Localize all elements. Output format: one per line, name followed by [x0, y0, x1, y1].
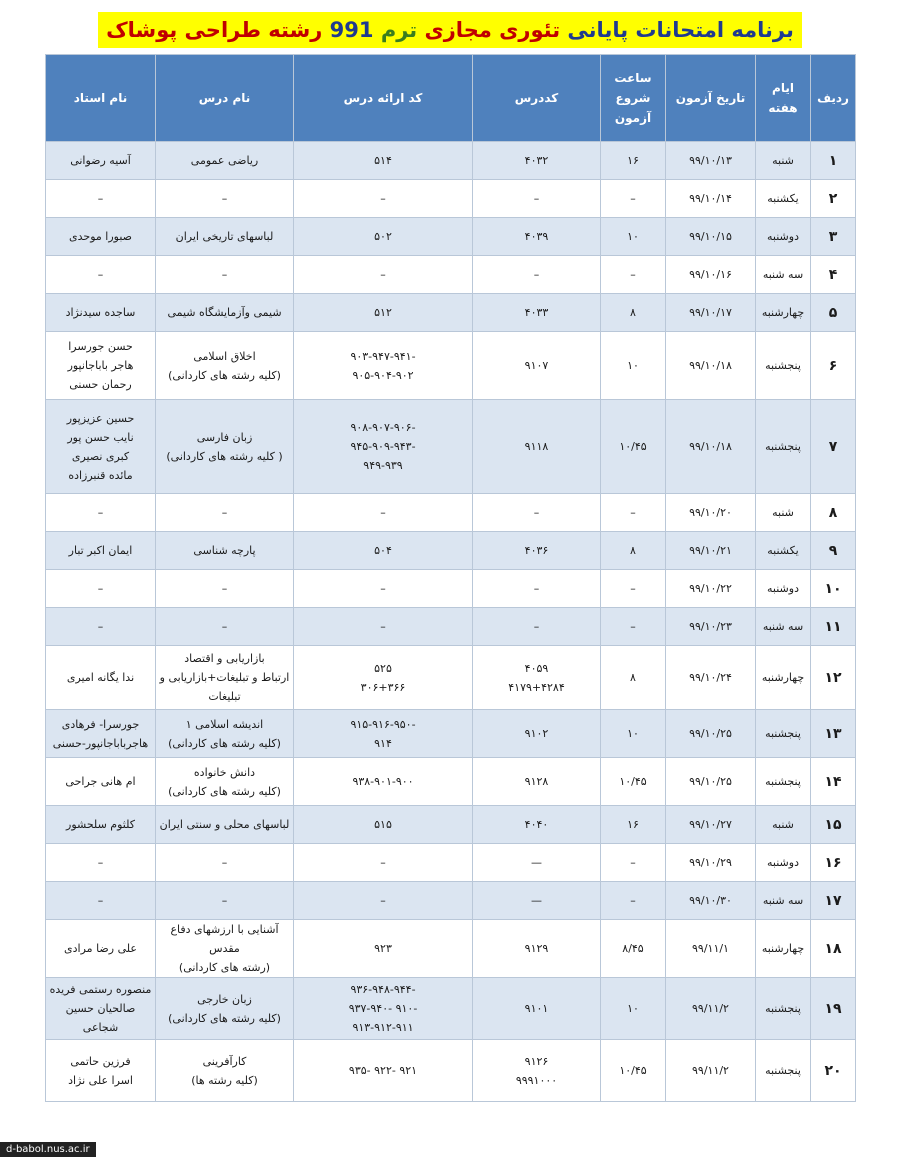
cell-course-code: ۹۱۱۸: [473, 400, 601, 494]
cell-row-number: ۲۰: [811, 1040, 856, 1102]
column-header-offer-code: کد ارائه درس: [294, 55, 473, 142]
cell-course-name: دانش خانواده (کلیه رشته های کاردانی): [156, 758, 294, 806]
cell-exam-date: ۹۹/۱۰/۱۷: [666, 294, 756, 332]
cell-course-name: –: [156, 608, 294, 646]
table-row: [46, 256, 856, 294]
cell-course-name: ریاضی عمومی: [156, 142, 294, 180]
cell-instructor: –: [46, 494, 156, 532]
cell-offer-code: –: [294, 882, 473, 920]
cell-instructor: ام هانی جراحی: [46, 758, 156, 806]
cell-offer-code: ۹۲۳: [294, 920, 473, 978]
title-part-1: برنامه امتحانات پایانی: [567, 18, 794, 42]
table-row: [46, 1040, 856, 1102]
cell-exam-date: ۹۹/۱۰/۳۰: [666, 882, 756, 920]
cell-offer-code: –: [294, 256, 473, 294]
cell-start-time: –: [601, 570, 666, 608]
cell-weekday: چهارشنبه: [756, 920, 811, 978]
cell-exam-date: ۹۹/۱۰/۲۱: [666, 532, 756, 570]
cell-offer-code: ۹۳۸-۹۰۱-۹۰۰: [294, 758, 473, 806]
cell-weekday: پنجشنبه: [756, 1040, 811, 1102]
cell-row-number: ۱۹: [811, 978, 856, 1040]
cell-exam-date: ۹۹/۱۰/۲۵: [666, 710, 756, 758]
cell-offer-code: –: [294, 570, 473, 608]
cell-exam-date: ۹۹/۱۰/۲۳: [666, 608, 756, 646]
cell-row-number: ۱۸: [811, 920, 856, 978]
cell-course-code: ۹۱۰۲: [473, 710, 601, 758]
column-header-course-name: نام درس: [156, 55, 294, 142]
cell-course-code: –: [473, 256, 601, 294]
table-row: [46, 332, 856, 400]
title-part-2: تئوری مجازی: [424, 18, 561, 42]
cell-instructor: –: [46, 608, 156, 646]
cell-course-name: پارچه شناسی: [156, 532, 294, 570]
cell-row-number: ۱: [811, 142, 856, 180]
cell-offer-code: ۵۰۲: [294, 218, 473, 256]
cell-course-code: ۴۰۴۰: [473, 806, 601, 844]
cell-offer-code: ۵۱۲: [294, 294, 473, 332]
cell-offer-code: -۹۱۵-۹۱۶-۹۵۰ ۹۱۴: [294, 710, 473, 758]
cell-course-name: –: [156, 844, 294, 882]
cell-weekday: شنبه: [756, 494, 811, 532]
cell-weekday: پنجشنبه: [756, 332, 811, 400]
cell-offer-code: –: [294, 180, 473, 218]
table-row: [46, 608, 856, 646]
cell-exam-date: ۹۹/۱۰/۲۷: [666, 806, 756, 844]
cell-weekday: سه شنبه: [756, 882, 811, 920]
cell-weekday: پنجشنبه: [756, 710, 811, 758]
cell-start-time: –: [601, 180, 666, 218]
cell-start-time: ۱۶: [601, 142, 666, 180]
cell-exam-date: ۹۹/۱۰/۲۴: [666, 646, 756, 710]
cell-course-code: ۴۰۳۲: [473, 142, 601, 180]
table-row: [46, 920, 856, 978]
cell-row-number: ۵: [811, 294, 856, 332]
cell-start-time: ۸/۴۵: [601, 920, 666, 978]
cell-course-name: آشنایی با ارزشهای دفاع مقدس (رشته های کاردانی): [156, 920, 294, 978]
cell-exam-date: ۹۹/۱۰/۲۲: [666, 570, 756, 608]
cell-instructor: –: [46, 256, 156, 294]
cell-exam-date: ۹۹/۱۱/۲: [666, 978, 756, 1040]
cell-course-name: –: [156, 882, 294, 920]
table-row: [46, 218, 856, 256]
cell-exam-date: ۹۹/۱۱/۱: [666, 920, 756, 978]
cell-weekday: چهارشنبه: [756, 294, 811, 332]
cell-instructor: –: [46, 882, 156, 920]
cell-weekday: دوشنبه: [756, 218, 811, 256]
cell-row-number: ۶: [811, 332, 856, 400]
cell-weekday: پنجشنبه: [756, 400, 811, 494]
site-url: d-babol.nus.ac.ir: [0, 1142, 96, 1157]
column-header-exam-date: تاریخ آزمون: [666, 55, 756, 142]
cell-offer-code: -۹۰۸-۹۰۷-۹۰۶ -۹۴۵-۹۰۹-۹۴۳ ۹۴۹-۹۳۹: [294, 400, 473, 494]
cell-instructor: ندا یگانه امیری: [46, 646, 156, 710]
cell-start-time: –: [601, 882, 666, 920]
cell-exam-date: ۹۹/۱۰/۱۸: [666, 332, 756, 400]
cell-course-name: شیمی وآزمایشگاه شیمی: [156, 294, 294, 332]
column-header-row-number: ردیف: [811, 55, 856, 142]
cell-weekday: دوشنبه: [756, 570, 811, 608]
table-row: [46, 570, 856, 608]
cell-row-number: ۳: [811, 218, 856, 256]
cell-weekday: سه شنبه: [756, 256, 811, 294]
cell-instructor: حسن جورسرا هاجر باباجانپور رحمان حسنی: [46, 332, 156, 400]
cell-start-time: ۸: [601, 646, 666, 710]
cell-course-code: —: [473, 844, 601, 882]
cell-start-time: ۱۰/۴۵: [601, 400, 666, 494]
cell-start-time: ۱۰: [601, 332, 666, 400]
table-row: [46, 758, 856, 806]
cell-exam-date: ۹۹/۱۰/۲۰: [666, 494, 756, 532]
cell-course-code: ۹۱۰۷: [473, 332, 601, 400]
table-row: [46, 806, 856, 844]
cell-row-number: ۱۴: [811, 758, 856, 806]
cell-course-name: زبان خارجی (کلیه رشته های کاردانی): [156, 978, 294, 1040]
cell-course-code: ۹۱۲۶ ۹۹۹۱۰۰۰: [473, 1040, 601, 1102]
cell-course-code: ۴۰۳۶: [473, 532, 601, 570]
cell-offer-code: ۵۲۵ ۳۰۶+۳۶۶: [294, 646, 473, 710]
cell-row-number: ۸: [811, 494, 856, 532]
cell-weekday: سه شنبه: [756, 608, 811, 646]
cell-course-name: –: [156, 494, 294, 532]
cell-instructor: علی رضا مرادی: [46, 920, 156, 978]
column-header-instructor: نام استاد: [46, 55, 156, 142]
cell-course-name: –: [156, 180, 294, 218]
cell-instructor: فرزین حاتمی اسرا علی نژاد: [46, 1040, 156, 1102]
cell-course-code: –: [473, 494, 601, 532]
cell-offer-code: –: [294, 844, 473, 882]
cell-course-name: لباسهای محلی و سنتی ایران: [156, 806, 294, 844]
cell-weekday: شنبه: [756, 806, 811, 844]
table-row: [46, 180, 856, 218]
cell-instructor: منصوره رستمی فریده صالحیان حسین شجاعی: [46, 978, 156, 1040]
cell-instructor: ایمان اکبر تبار: [46, 532, 156, 570]
cell-exam-date: ۹۹/۱۰/۱۵: [666, 218, 756, 256]
cell-instructor: ساجده سیدنژاد: [46, 294, 156, 332]
cell-course-code: –: [473, 608, 601, 646]
cell-start-time: –: [601, 844, 666, 882]
table-row: [46, 532, 856, 570]
table-row: [46, 142, 856, 180]
cell-start-time: ۱۰: [601, 710, 666, 758]
cell-course-name: زبان فارسی ( کلیه رشته های کاردانی): [156, 400, 294, 494]
cell-weekday: یکشنبه: [756, 532, 811, 570]
cell-course-code: –: [473, 570, 601, 608]
cell-instructor: جورسرا- فرهادی هاجرباباجانپور-حسنی: [46, 710, 156, 758]
cell-instructor: –: [46, 570, 156, 608]
cell-course-code: ۴۰۵۹ ۴۱۷۹+۴۲۸۴: [473, 646, 601, 710]
cell-exam-date: ۹۹/۱۰/۱۶: [666, 256, 756, 294]
cell-instructor: صبورا موحدی: [46, 218, 156, 256]
table-row: [46, 978, 856, 1040]
cell-weekday: پنجشنبه: [756, 758, 811, 806]
cell-start-time: ۱۰: [601, 218, 666, 256]
cell-course-code: ۴۰۳۳: [473, 294, 601, 332]
cell-offer-code: ۹۲۱ -۹۲۲ -۹۳۵: [294, 1040, 473, 1102]
cell-course-code: ۹۱۲۹: [473, 920, 601, 978]
cell-offer-code: ۵۱۵: [294, 806, 473, 844]
cell-offer-code: –: [294, 494, 473, 532]
cell-start-time: –: [601, 608, 666, 646]
column-header-start-time: ساعت شروع آزمون: [601, 55, 666, 142]
header-row: [46, 55, 856, 142]
cell-instructor: حسین عزیزپور نایب حسن پور کبری نصیری مائده قنبرزاده: [46, 400, 156, 494]
table-row: [46, 646, 856, 710]
cell-row-number: ۴: [811, 256, 856, 294]
cell-course-code: ۹۱۰۱: [473, 978, 601, 1040]
cell-start-time: –: [601, 256, 666, 294]
cell-exam-date: ۹۹/۱۱/۲: [666, 1040, 756, 1102]
cell-row-number: ۲: [811, 180, 856, 218]
cell-exam-date: ۹۹/۱۰/۲۵: [666, 758, 756, 806]
title-part-4: 991: [329, 18, 374, 42]
cell-course-name: اخلاق اسلامی (کلیه رشته های کاردانی): [156, 332, 294, 400]
cell-course-name: –: [156, 256, 294, 294]
cell-row-number: ۱۵: [811, 806, 856, 844]
cell-course-code: ۹۱۲۸: [473, 758, 601, 806]
table-row: [46, 294, 856, 332]
cell-weekday: شنبه: [756, 142, 811, 180]
cell-weekday: دوشنبه: [756, 844, 811, 882]
cell-exam-date: ۹۹/۱۰/۱۳: [666, 142, 756, 180]
column-header-course-code: کددرس: [473, 55, 601, 142]
cell-weekday: یکشنبه: [756, 180, 811, 218]
cell-row-number: ۹: [811, 532, 856, 570]
title-part-5: رشته طراحی پوشاک: [106, 18, 323, 42]
cell-start-time: ۱۰/۴۵: [601, 1040, 666, 1102]
table-row: [46, 494, 856, 532]
cell-offer-code: -۹۰۳-۹۴۷-۹۴۱ ۹۰۵-۹۰۴-۹۰۲: [294, 332, 473, 400]
cell-start-time: ۱۶: [601, 806, 666, 844]
cell-row-number: ۱۶: [811, 844, 856, 882]
table-row: [46, 400, 856, 494]
cell-weekday: پنجشنبه: [756, 978, 811, 1040]
cell-start-time: ۸: [601, 294, 666, 332]
table-row: [46, 882, 856, 920]
cell-instructor: –: [46, 180, 156, 218]
cell-row-number: ۱۳: [811, 710, 856, 758]
page-title: [98, 12, 802, 48]
cell-course-code: –: [473, 180, 601, 218]
cell-offer-code: ۵۱۴: [294, 142, 473, 180]
cell-course-name: کارآفرینی (کلیه رشته ها): [156, 1040, 294, 1102]
exam-schedule-table: [45, 54, 856, 1102]
table-body: [46, 142, 856, 1102]
cell-exam-date: ۹۹/۱۰/۱۸: [666, 400, 756, 494]
cell-course-name: اندیشه اسلامی ۱ (کلیه رشته های کاردانی): [156, 710, 294, 758]
table-row: [46, 710, 856, 758]
column-header-weekday: ایام هفته: [756, 55, 811, 142]
cell-instructor: آسیه رضوانی: [46, 142, 156, 180]
cell-exam-date: ۹۹/۱۰/۱۴: [666, 180, 756, 218]
cell-exam-date: ۹۹/۱۰/۲۹: [666, 844, 756, 882]
cell-course-name: –: [156, 570, 294, 608]
cell-row-number: ۱۲: [811, 646, 856, 710]
cell-offer-code: -۹۳۶-۹۴۸-۹۴۴ -۹۱۰ -۹۳۷-۹۴۰ ۹۱۳-۹۱۲-۹۱۱: [294, 978, 473, 1040]
cell-start-time: –: [601, 494, 666, 532]
cell-start-time: ۱۰: [601, 978, 666, 1040]
cell-course-name: بازاریابی و اقتصاد ارتباط و تبلیغات+بازاریابی و تبلیغات: [156, 646, 294, 710]
cell-start-time: ۱۰/۴۵: [601, 758, 666, 806]
cell-weekday: چهارشنبه: [756, 646, 811, 710]
cell-instructor: کلثوم سلحشور: [46, 806, 156, 844]
cell-offer-code: ۵۰۴: [294, 532, 473, 570]
cell-course-code: ۴۰۳۹: [473, 218, 601, 256]
cell-course-name: لباسهای تاریخی ایران: [156, 218, 294, 256]
cell-row-number: ۱۱: [811, 608, 856, 646]
cell-start-time: ۸: [601, 532, 666, 570]
title-part-3: ترم: [380, 18, 418, 42]
title-container: [0, 12, 900, 48]
cell-instructor: –: [46, 844, 156, 882]
cell-course-code: —: [473, 882, 601, 920]
cell-offer-code: –: [294, 608, 473, 646]
cell-row-number: ۱۰: [811, 570, 856, 608]
table-row: [46, 844, 856, 882]
cell-row-number: ۱۷: [811, 882, 856, 920]
cell-row-number: ۷: [811, 400, 856, 494]
